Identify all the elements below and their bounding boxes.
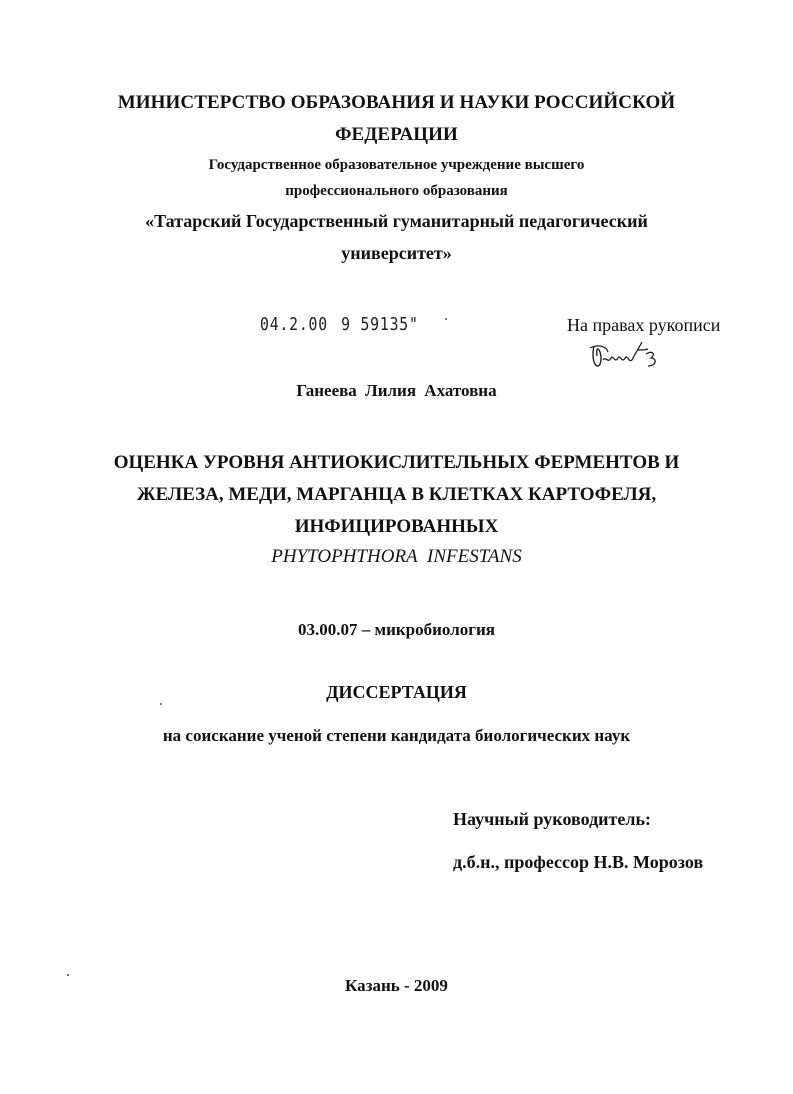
document-type: ДИССЕРТАЦИЯ bbox=[326, 682, 467, 702]
institution-line-2: профессионального образования bbox=[285, 183, 508, 199]
university-line-2: университет» bbox=[341, 243, 452, 263]
title-line-2: ЖЕЛЕЗА, МЕДИ, МАРГАНЦА В КЛЕТКАХ КАРТОФЕЛЯ, bbox=[136, 484, 657, 505]
degree-statement: на соискание ученой степени кандидата биологических наук bbox=[162, 726, 631, 745]
supervisor-name: д.б.н., профессор Н.В. Морозов bbox=[453, 852, 704, 872]
city-year: Казань - 2009 bbox=[345, 976, 448, 995]
author-name: Ганеева Лилия Ахатовна bbox=[296, 381, 497, 400]
institution-line-1: Государственное образовательное учреждение высшего bbox=[208, 157, 585, 173]
stamp-number: 9 59135 bbox=[341, 314, 410, 335]
stamp-date: 04.2.00 bbox=[260, 314, 328, 335]
title-line-1: ОЦЕНКА УРОВНЯ АНТИОКИСЛИТЕЛЬНЫХ ФЕРМЕНТОВ И bbox=[113, 452, 680, 473]
title-species: PHYTOPHTHORA INFESTANS bbox=[271, 546, 522, 567]
scan-speck bbox=[67, 974, 69, 976]
ministry-line-1: МИНИСТЕРСТВО ОБРАЗОВАНИЯ И НАУКИ РОССИЙСКОЙ bbox=[117, 92, 676, 113]
handwritten-signature bbox=[588, 336, 660, 372]
stamp-mark: " bbox=[409, 314, 419, 335]
title-line-3: ИНФИЦИРОВАННЫХ bbox=[294, 516, 499, 537]
manuscript-rights-note: На правах рукописи bbox=[567, 315, 721, 335]
scan-speck bbox=[445, 318, 447, 320]
specialty-code: 03.00.07 – микробиология bbox=[298, 620, 495, 639]
scan-speck bbox=[160, 703, 162, 705]
university-line-1: «Татарский Государственный гуманитарный педагогический bbox=[145, 211, 648, 231]
ministry-line-2: ФЕДЕРАЦИИ bbox=[335, 124, 458, 145]
supervisor-label: Научный руководитель: bbox=[453, 809, 651, 829]
registration-stamp bbox=[260, 314, 419, 335]
